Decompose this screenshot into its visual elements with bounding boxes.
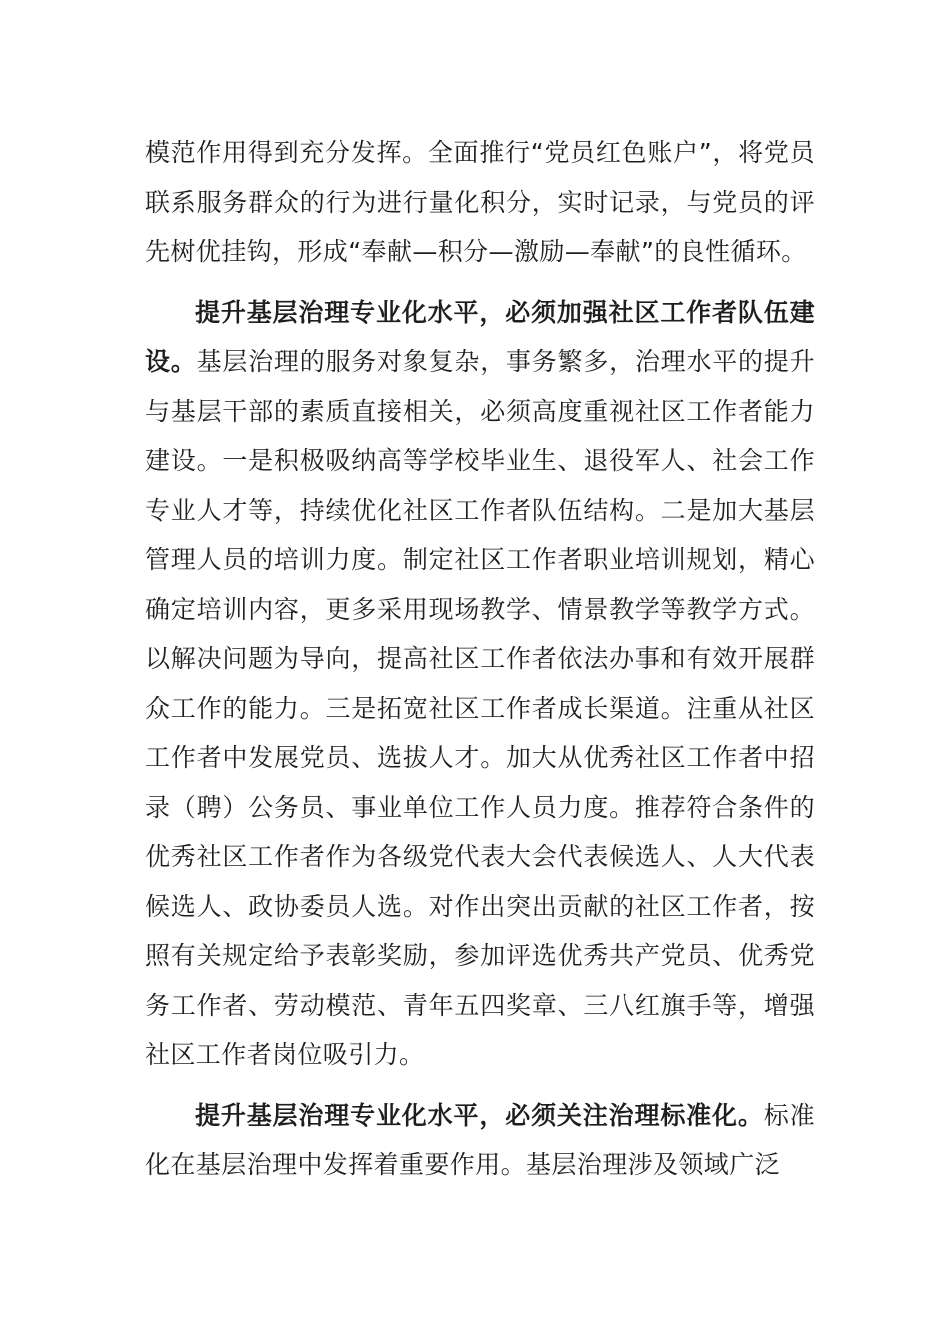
paragraph-text: 模范作用得到充分发挥。全面推行“党员红色账户”，将党员联系服务群众的行为进行量化积分，实时记录，与党员的评先树优挂钩，形成“奉献—积分—激励—奉献”的良性循环。 — [145, 138, 815, 266]
paragraph-continued — [145, 128, 815, 277]
document-body — [145, 128, 815, 1190]
paragraph-lead-heading: 提升基层治理专业化水平，必须关注治理标准化。 — [195, 1100, 764, 1130]
paragraph-standardization — [145, 1091, 815, 1190]
paragraph-community-workers — [145, 288, 815, 1080]
paragraph-text: 标准化在基层治理中发挥着重要作用。基层治理涉及领域广泛 — [145, 1100, 815, 1179]
paragraph-text: 基层治理的服务对象复杂，事务繁多，治理水平的提升与基层干部的素质直接相关，必须高度重视社区工作者能力建设。一是积极吸纳高等学校毕业生、退役军人、社会工作专业人才等，持续优化社区工作者队伍结构。二是加大基层管理人员的培训力度。制定社区工作者职业培训规划，精心确定培训内容，更多采用现场教学、情景教学等教学方式。以解决问题为导向，提高社区工作者依法办事和有效开展群众工作的能力。三是拓宽社区工作者成长渠道。注重从社区工作者中发展党员、选拔人才。加大从优秀社区工作者中招录（聘）公务员、事业单位工作人员力度。推荐符合条件的优秀社区工作者作为各级党代表大会代表候选人、人大代表候选人、政协委员人选。对作出突出贡献的社区工作者，按照有关规定给予表彰奖励，参加评选优秀共产党员、优秀党务工作者、劳动模范、青年五四奖章、三八红旗手等，增强社区工作者岗位吸引力。 — [145, 347, 815, 1069]
paragraph-lead-heading: 提升基层治理专业化水平，必须加强社区工作者队伍建设。 — [145, 297, 815, 376]
